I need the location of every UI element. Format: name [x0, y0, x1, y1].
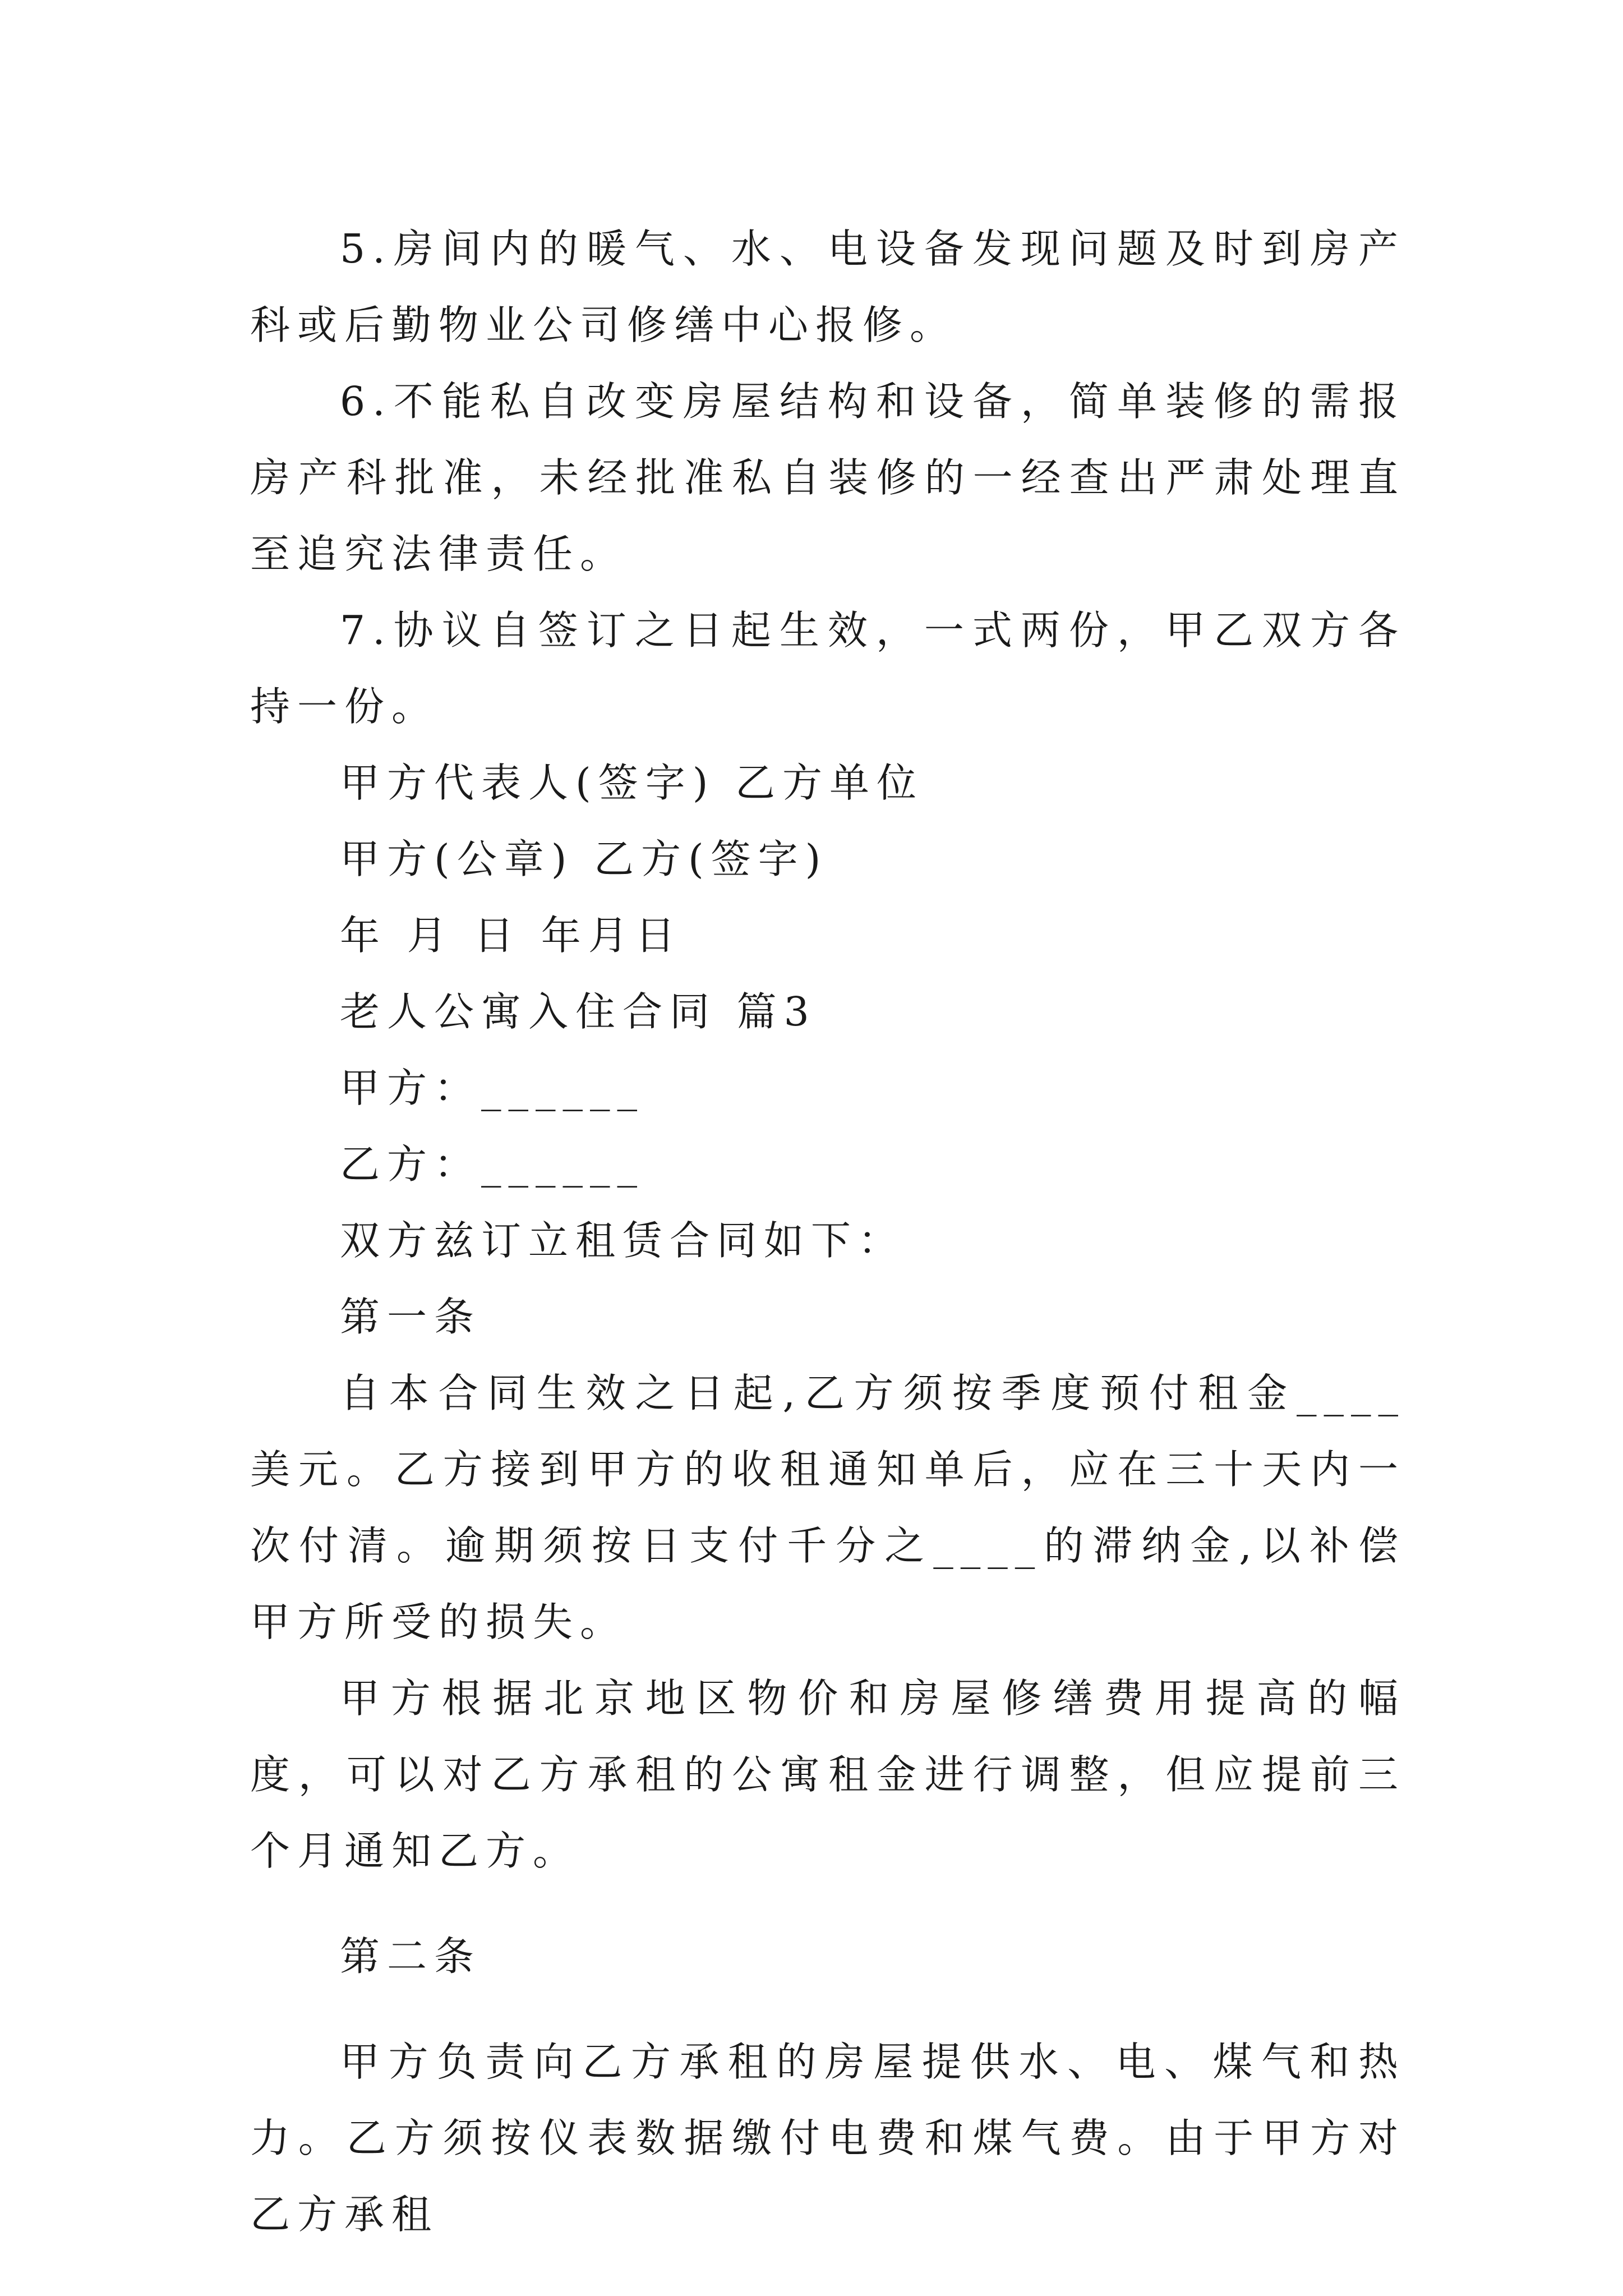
paragraph-item-5: 5.房间内的暖气、水、电设备发现问题及时到房产科或后勤物业公司修缮中心报修。: [250, 226, 1405, 348]
article-1-paragraph-2: 甲方根据北京地区物价和房屋修缮费用提高的幅度，可以对乙方承租的公寓租金进行调整，但应提前三个月通知乙方。: [250, 1675, 1405, 1874]
date-line: 年 月 日 年月日: [340, 912, 683, 959]
section-title: 老人公寓入住合同 篇3: [340, 988, 817, 1035]
article-1-paragraph-1: 自本合同生效之日起,乙方须按季度预付租金____美元。乙方接到甲方的收租通知单后，应在三十天内一次付清。逾期须按日支付千分之____的滞纳金,以补偿甲方所受的损失。: [250, 1370, 1405, 1645]
signature-line-party-a-representative: 甲方代表人(签字) 乙方单位: [340, 760, 924, 806]
signature-line-party-a-seal: 甲方(公章) 乙方(签字): [340, 836, 828, 882]
document-body: [250, 211, 1405, 2253]
paragraph-item-7: 7.协议自签订之日起生效，一式两份，甲乙双方各持一份。: [250, 607, 1405, 730]
paragraph-gap: [250, 1889, 1405, 1918]
paragraph-gap: [250, 1995, 1405, 2024]
party-a-line: 甲方：______: [340, 1065, 645, 1111]
article-2-heading: 第二条: [340, 1933, 482, 1980]
article-1-heading: 第一条: [340, 1294, 482, 1340]
intro-line: 双方兹订立租赁合同如下：: [340, 1217, 906, 1264]
paragraph-item-6: 6.不能私自改变房屋结构和设备，简单装修的需报房产科批准，未经批准私自装修的一经查出严肃处理直至追究法律责任。: [250, 378, 1405, 577]
party-b-line: 乙方：______: [340, 1141, 645, 1188]
article-2-paragraph-1: 甲方负责向乙方承租的房屋提供水、电、煤气和热力。乙方须按仪表数据缴付电费和煤气费。由于甲方对乙方承租: [250, 2039, 1405, 2238]
